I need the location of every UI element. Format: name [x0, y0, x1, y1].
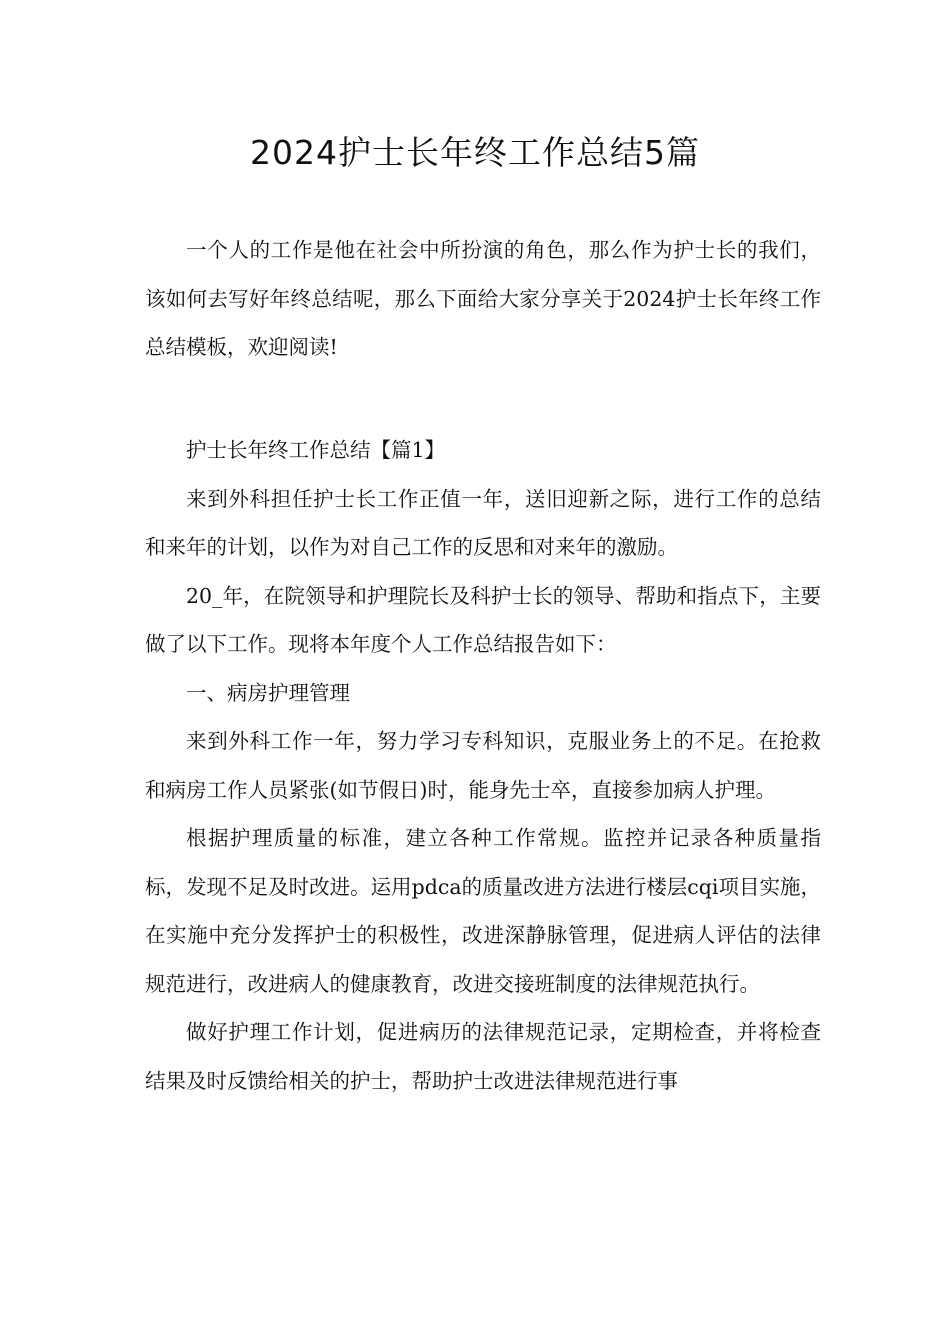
subsection-heading: 一、病房护理管理: [186, 680, 350, 705]
main-section: [145, 426, 821, 1105]
body-paragraph: 20_年，在院领导和护理院长及科护士长的领导、帮助和指点下，主要做了以下工作。现将本年度个人工作总结报告如下：: [145, 583, 821, 656]
intro-paragraph: 一个人的工作是他在社会中所扮演的角色，那么作为护士长的我们，该如何去写好年终总结呢，那么下面给大家分享关于2024护士长年终工作总结模板，欢迎阅读!: [145, 238, 821, 359]
body-paragraph: 做好护理工作计划，促进病历的法律规范记录，定期检查，并将检查结果及时反馈给相关的护士，帮助护士改进法律规范进行事: [145, 1020, 821, 1093]
document-title: 2024护士长年终工作总结5篇: [250, 133, 700, 172]
intro-section: [145, 226, 821, 372]
section-heading: 护士长年终工作总结【篇1】: [186, 438, 446, 462]
body-paragraph: 根据护理质量的标准，建立各种工作常规。监控并记录各种质量指标，发现不足及时改进。运用pdca的质量改进方法进行楼层cqi项目实施，在实施中充分发挥护士的积极性，改进深静脉管理，促进病人评估的法律规范进行，改进病人的健康教育，改进交接班制度的法律规范执行。: [145, 826, 821, 996]
body-paragraph: 来到外科工作一年，努力学习专科知识，克服业务上的不足。在抢救和病房工作人员紧张(如节假日)时，能身先士卒，直接参加病人护理。: [145, 729, 821, 802]
body-paragraph: 来到外科担任护士长工作正值一年，送旧迎新之际，进行工作的总结和来年的计划，以作为对自己工作的反思和对来年的激励。: [145, 486, 821, 559]
